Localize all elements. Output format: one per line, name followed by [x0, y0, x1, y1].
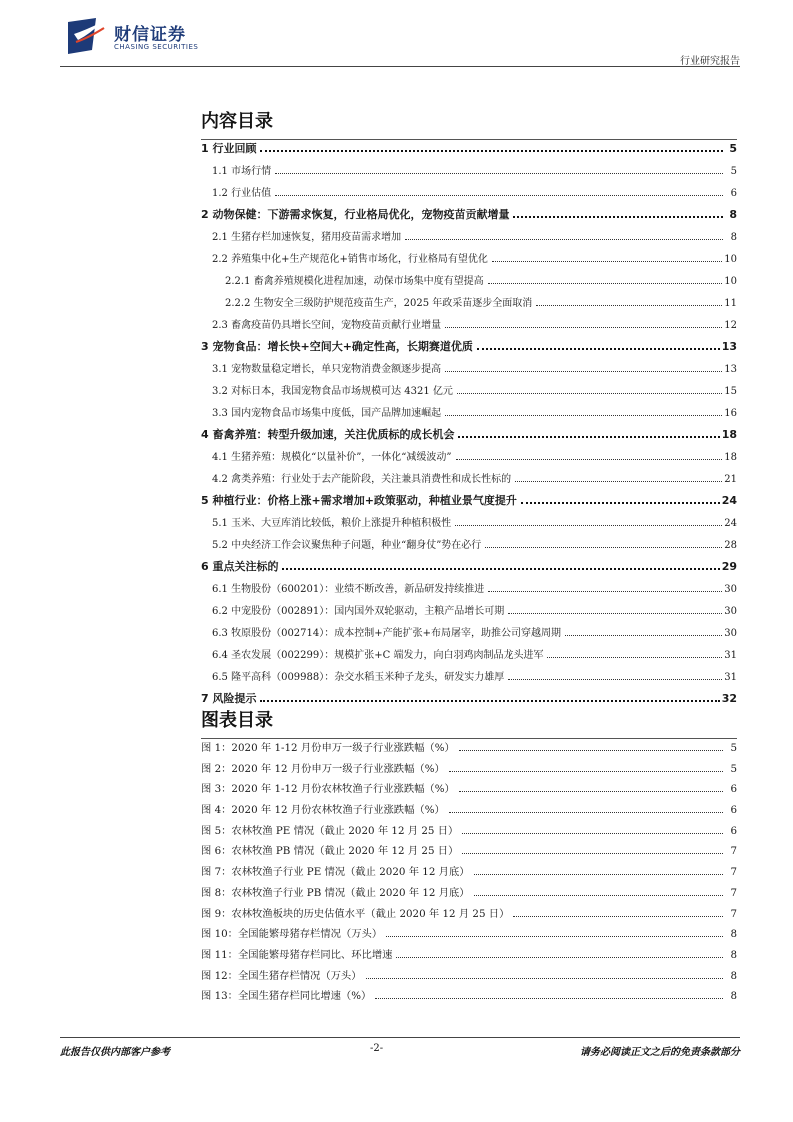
toc-entry-text: 6.3 牧原股份（002714）：成本控制+产能扩张+布局屠宰，助推公司穿越周期 [212, 624, 563, 639]
figure-entry-text: 图 11：全国能繁母猪存栏同比、环比增速 [201, 946, 394, 961]
toc-entry[interactable] [201, 316, 737, 338]
toc-entry-text: 3.1 宠物数量稳定增长，单只宠物消费金额逐步提高 [212, 360, 443, 375]
figure-entry[interactable] [201, 987, 737, 1008]
page-header [60, 14, 740, 66]
toc-entry-text: 5.2 中央经济工作会议聚焦种子问题，种业“翻身仗”势在必行 [212, 536, 483, 551]
dot-leader [457, 393, 722, 394]
toc-entry-text: 2.3 畜禽疫苗仍具增长空间，宠物疫苗贡献行业增量 [212, 316, 443, 331]
toc-entry-text: 5 种植行业：价格上涨+需求增加+政策驱动，种植业景气度提升 [201, 494, 517, 507]
dot-leader [449, 771, 723, 772]
dot-leader [474, 895, 723, 896]
figures-title: 图表目录 [201, 710, 273, 731]
figure-entry[interactable] [201, 801, 737, 822]
dot-leader [536, 305, 722, 306]
toc-entry-page: 31 [724, 672, 737, 683]
toc-entry-page: 8 [729, 208, 737, 221]
toc-entry-page: 13 [724, 364, 737, 375]
figure-entry-page: 6 [730, 824, 737, 837]
dot-leader [515, 481, 722, 482]
figure-entry-text: 图 8：农林牧渔子行业 PB 情况（截止 2020 年 12 月底） [201, 884, 472, 899]
dot-leader [459, 791, 723, 792]
toc-entry[interactable] [201, 360, 737, 382]
dot-leader [459, 750, 723, 751]
toc-entry-page: 30 [724, 584, 737, 595]
toc-entry[interactable] [201, 294, 737, 316]
toc-entry-page: 24 [721, 494, 737, 507]
figure-entry-page: 8 [730, 969, 737, 982]
toc-entry-text: 6.2 中宠股份（002891）：国内国外双轮驱动，主粮产品增长可期 [212, 602, 506, 617]
dot-leader [396, 957, 723, 958]
toc-entry-page: 11 [724, 298, 737, 309]
figure-entry-text: 图 5：农林牧渔 PE 情况（截止 2020 年 12 月 25 日） [201, 822, 460, 837]
toc-entry-page: 18 [721, 428, 737, 441]
toc-entry[interactable] [201, 404, 737, 426]
dot-leader [449, 812, 723, 813]
toc-entry-page: 13 [721, 340, 737, 353]
toc-entry-text: 2.2.2 生物安全三级防护规范疫苗生产，2025 年政采苗逐步全面取消 [225, 294, 534, 309]
toc-entry[interactable] [201, 272, 737, 294]
figure-entry[interactable] [201, 780, 737, 801]
toc-entry[interactable] [201, 426, 737, 448]
figure-entry[interactable] [201, 842, 737, 863]
dot-leader [445, 371, 722, 372]
toc-entry[interactable] [201, 228, 737, 250]
toc-entry-page: 28 [724, 540, 737, 551]
logo-english-name: CHASING SECURITIES [114, 43, 199, 51]
toc-entry-page: 31 [724, 650, 737, 661]
figure-entry[interactable] [201, 905, 737, 926]
toc-entry-text: 3 宠物食品：增长快+空间大+确定性高，长期赛道优质 [201, 340, 473, 353]
toc-entry[interactable] [201, 140, 737, 162]
figure-entry[interactable] [201, 822, 737, 843]
toc-entry-page: 29 [721, 560, 737, 573]
page-number: -2- [370, 1043, 384, 1054]
toc-entry-text: 6.1 生物股份（600201）：业绩不断改善，新品研发持续推进 [212, 580, 486, 595]
toc-entry-text: 2 动物保健：下游需求恢复，行业格局优化，宠物疫苗贡献增量 [201, 208, 510, 221]
toc-entry-text: 2.1 生猪存栏加速恢复，猪用疫苗需求增加 [212, 228, 403, 243]
dot-leader [275, 173, 723, 174]
figure-entry-page: 5 [730, 762, 737, 775]
toc-entry-page: 16 [724, 408, 737, 419]
toc-entry[interactable] [201, 162, 737, 184]
footer-divider [60, 1037, 740, 1038]
figure-list [201, 739, 737, 1008]
toc-entry-page: 18 [724, 452, 737, 463]
toc-entry-text: 4.2 禽类养殖：行业处于去产能阶段，关注兼具消费性和成长性标的 [212, 470, 513, 485]
figure-entry[interactable] [201, 946, 737, 967]
toc-entry-text: 6.5 隆平高科（009988）：杂交水稻玉米种子龙头，研发实力雄厚 [212, 668, 506, 683]
dot-leader [513, 916, 723, 917]
toc-entry[interactable] [201, 690, 737, 712]
dot-leader [405, 239, 723, 240]
dot-leader [445, 327, 722, 328]
toc-entry[interactable] [201, 206, 737, 228]
figure-entry-text: 图 4：2020 年 12 月份农林牧渔子行业涨跌幅（%） [201, 801, 447, 816]
dot-leader [455, 525, 722, 526]
dot-leader [445, 415, 722, 416]
dot-leader [260, 150, 723, 152]
footer-disclaimer-left: 此报告仅供内部客户参考 [60, 1047, 170, 1058]
toc-entry[interactable] [201, 558, 737, 580]
toc-entry-page: 24 [724, 518, 737, 529]
toc-entry[interactable] [201, 624, 737, 646]
toc-entry[interactable] [201, 448, 737, 470]
figure-entry-page: 5 [730, 742, 737, 754]
toc-entry-page: 30 [724, 606, 737, 617]
dot-leader [474, 874, 723, 875]
toc-entry-page: 5 [730, 166, 737, 177]
figure-entry-page: 8 [730, 990, 737, 1003]
dot-leader [492, 261, 722, 262]
figure-entry-text: 图 12：全国生猪存栏情况（万头） [201, 967, 364, 982]
toc-entry-text: 4 畜禽养殖：转型升级加速，关注优质标的成长机会 [201, 428, 455, 441]
dot-leader [282, 568, 719, 570]
dot-leader [488, 283, 723, 284]
toc-entry-page: 32 [721, 692, 737, 705]
dot-leader [508, 679, 722, 680]
toc-entry[interactable] [201, 514, 737, 536]
dot-leader [458, 436, 719, 438]
toc-entry[interactable] [201, 580, 737, 602]
figure-entry[interactable] [201, 884, 737, 905]
figure-entry-text: 图 13：全国生猪存栏同比增速（%） [201, 987, 373, 1002]
toc-entry-page: 8 [730, 232, 737, 243]
dot-leader [477, 348, 720, 350]
figure-entry-text: 图 7：农林牧渔子行业 PE 情况（截止 2020 年 12 月底） [201, 863, 472, 878]
toc-entry-page: 6 [730, 188, 737, 199]
toc-entry[interactable] [201, 470, 737, 492]
figure-entry-page: 7 [730, 845, 737, 858]
toc-entry-text: 2.2 养殖集中化+生产规范化+销售市场化，行业格局有望优化 [212, 250, 490, 265]
figure-entry-page: 8 [730, 928, 737, 941]
figure-entry[interactable] [201, 739, 737, 760]
toc-entry-text: 7 风险提示 [201, 692, 257, 705]
dot-leader [260, 700, 719, 702]
toc-entry[interactable] [201, 184, 737, 206]
toc-entry[interactable] [201, 602, 737, 624]
toc-entry-page: 10 [724, 254, 737, 265]
dot-leader [462, 853, 723, 854]
toc-entry-page: 5 [729, 142, 737, 155]
dot-leader [521, 502, 720, 504]
dot-leader [375, 998, 723, 999]
toc-entry-text: 6.4 圣农发展（002299）：规模扩张+C 端发力，向白羽鸡肉制品龙头进军 [212, 646, 545, 661]
dot-leader [508, 613, 722, 614]
toc-entry-text: 3.3 国内宠物食品市场集中度低，国产品牌加速崛起 [212, 404, 443, 419]
toc-entry-text: 1.2 行业估值 [212, 184, 273, 199]
dot-leader [513, 216, 723, 218]
figure-entry-page: 6 [730, 804, 737, 817]
figure-entry-text: 图 3：2020 年 1-12 月份农林牧渔子行业涨跌幅（%） [201, 780, 457, 795]
company-logo-icon [66, 16, 106, 56]
toc-entry-text: 1 行业回顾 [201, 142, 257, 155]
footer-disclaimer-right: 请务必阅读正文之后的免责条款部分 [580, 1047, 740, 1058]
dot-leader [547, 657, 722, 658]
toc-entry-page: 10 [724, 276, 737, 287]
toc-title: 内容目录 [201, 111, 273, 132]
figure-entry-text: 图 10：全国能繁母猪存栏情况（万头） [201, 925, 384, 940]
figure-entry-page: 7 [730, 907, 737, 920]
figure-entry-page: 7 [730, 866, 737, 879]
toc-entry[interactable] [201, 250, 737, 272]
toc-entry-text: 6 重点关注标的 [201, 560, 279, 573]
figure-entry-text: 图 1：2020 年 1-12 月份申万一级子行业涨跌幅（%） [201, 739, 457, 754]
toc-entry-page: 30 [724, 628, 737, 639]
toc-entry-page: 15 [724, 386, 737, 397]
toc-entry[interactable] [201, 668, 737, 690]
figure-entry-page: 6 [730, 783, 737, 796]
toc-entry-text: 3.2 对标日本，我国宠物食品市场规模可达 4321 亿元 [212, 382, 455, 397]
toc-entry-text: 1.1 市场行情 [212, 162, 273, 177]
figure-entry-text: 图 6：农林牧渔 PB 情况（截止 2020 年 12 月 25 日） [201, 842, 460, 857]
table-of-contents [201, 140, 737, 712]
dot-leader [565, 635, 722, 636]
dot-leader [386, 936, 723, 937]
toc-entry[interactable] [201, 492, 737, 514]
dot-leader [275, 195, 723, 196]
figure-entry[interactable] [201, 925, 737, 946]
toc-entry[interactable] [201, 646, 737, 668]
figure-entry-text: 图 2：2020 年 12 月份申万一级子行业涨跌幅（%） [201, 760, 447, 775]
toc-entry[interactable] [201, 382, 737, 404]
toc-entry-text: 2.2.1 畜禽养殖规模化进程加速，动保市场集中度有望提高 [225, 272, 486, 287]
toc-entry-text: 5.1 玉米、大豆库消比较低，粮价上涨提升种植积极性 [212, 514, 453, 529]
dot-leader [462, 833, 723, 834]
logo-chinese-name: 财信证券 [114, 25, 186, 45]
toc-entry-page: 21 [724, 474, 737, 485]
dot-leader [485, 547, 722, 548]
figure-entry-text: 图 9：农林牧渔板块的历史估值水平（截止 2020 年 12 月 25 日） [201, 905, 511, 920]
toc-entry[interactable] [201, 536, 737, 558]
dot-leader [456, 459, 723, 460]
toc-entry[interactable] [201, 338, 737, 360]
dot-leader [366, 978, 723, 979]
figure-entry[interactable] [201, 863, 737, 884]
dot-leader [488, 591, 722, 592]
figure-entry[interactable] [201, 760, 737, 781]
figure-entry[interactable] [201, 967, 737, 988]
toc-entry-page: 12 [724, 320, 737, 331]
toc-entry-text: 4.1 生猪养殖：规模化“以量补价”，一体化“减缓波动” [212, 448, 454, 463]
report-type-label: 行业研究报告 [680, 56, 740, 67]
figure-entry-page: 8 [730, 948, 737, 961]
figure-entry-page: 7 [730, 886, 737, 899]
header-divider [60, 66, 740, 67]
